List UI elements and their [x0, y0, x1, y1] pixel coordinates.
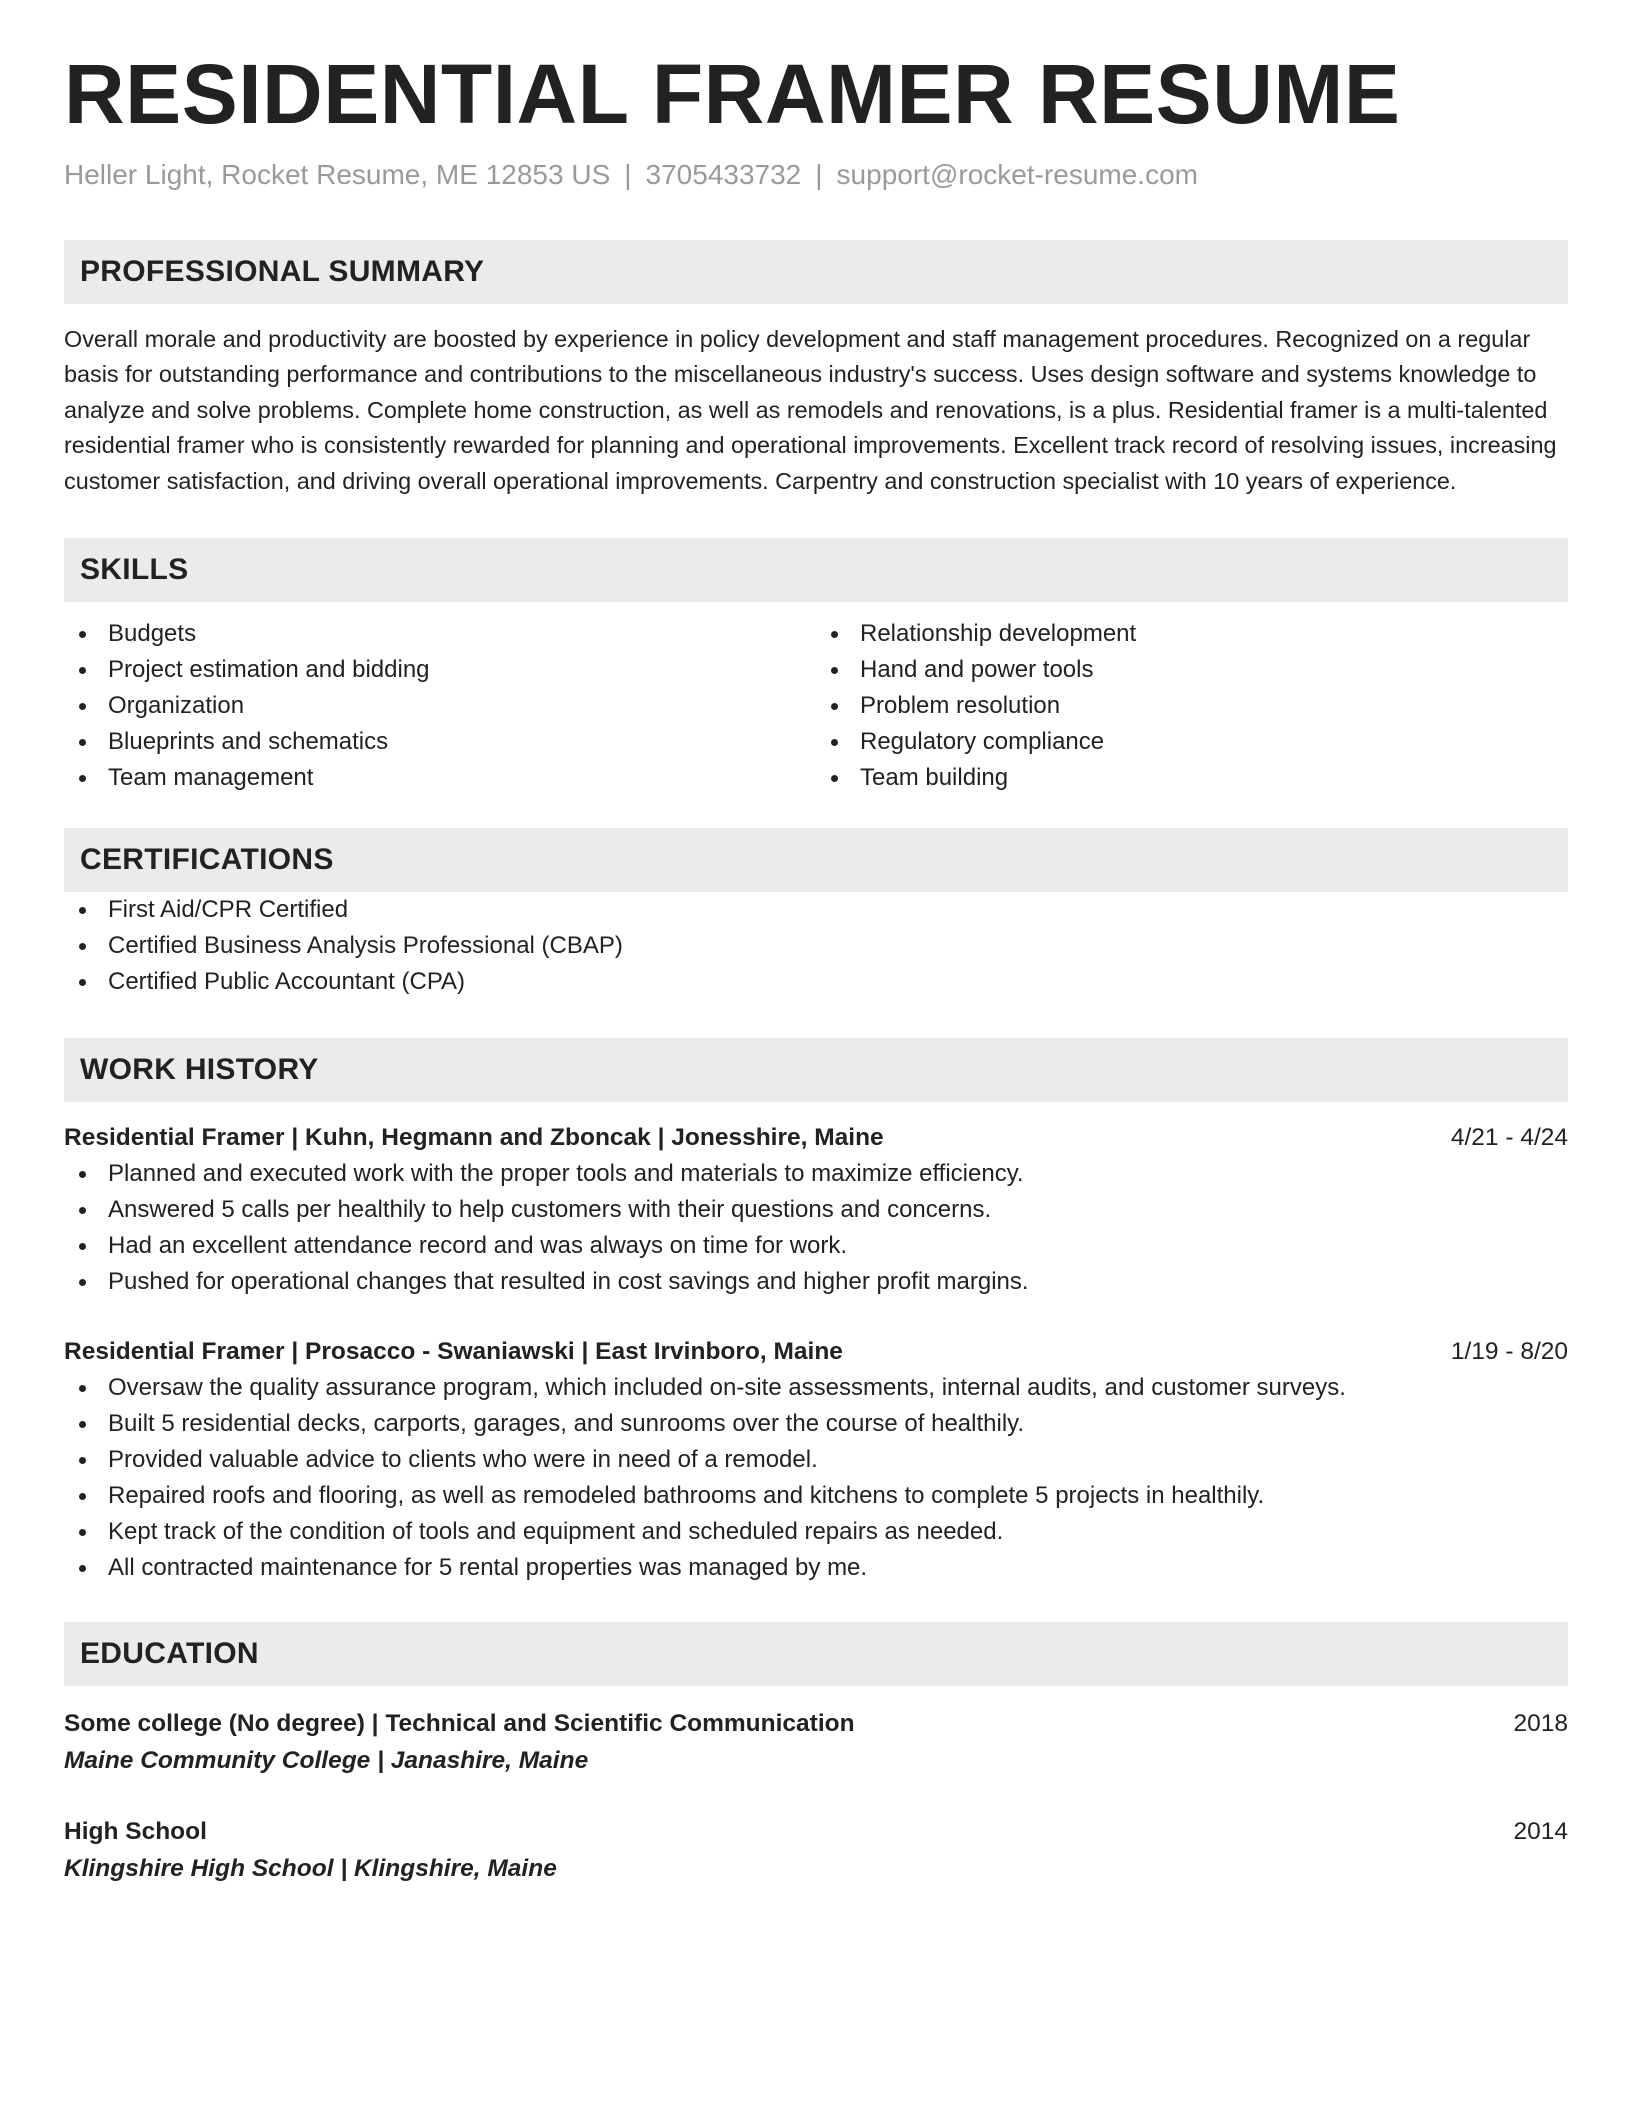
education-year: 2018 — [1513, 1709, 1568, 1737]
job-bullets — [64, 1370, 1568, 1586]
certifications-list — [64, 892, 1568, 1000]
job-dates: 1/19 - 8/20 — [1450, 1337, 1568, 1365]
list-item: Hand and power tools — [816, 652, 1568, 688]
list-item: Had an excellent attendance record and was always on time for work. — [64, 1228, 1568, 1264]
list-item: Answered 5 calls per healthily to help customers with their questions and concerns. — [64, 1192, 1568, 1228]
list-item: Oversaw the quality assurance program, which included on-site assessments, internal audits, and customer surveys. — [64, 1370, 1568, 1406]
list-item: Built 5 residential decks, carports, garages, and sunrooms over the course of healthily. — [64, 1406, 1568, 1442]
job-header — [64, 1334, 1568, 1370]
contact-address: Heller Light, Rocket Resume, ME 12853 US — [64, 159, 611, 190]
job-heading: Residential Framer | Prosacco - Swaniawski | East Irvinboro, Maine — [64, 1337, 843, 1365]
job-dates: 4/21 - 4/24 — [1450, 1123, 1568, 1151]
list-item: Kept track of the condition of tools and equipment and scheduled repairs as needed. — [64, 1514, 1568, 1550]
skills-list-left — [64, 616, 816, 796]
list-item: Blueprints and schematics — [64, 724, 816, 760]
contact-email: support@rocket-resume.com — [836, 159, 1198, 190]
list-item: Problem resolution — [816, 688, 1568, 724]
job-entry — [64, 1334, 1568, 1586]
list-item: Pushed for operational changes that resulted in cost savings and higher profit margins. — [64, 1264, 1568, 1300]
list-item: Team management — [64, 760, 816, 796]
education-heading: High School — [64, 1817, 207, 1845]
resume-title: RESIDENTIAL FRAMER RESUME — [64, 47, 1401, 141]
education-school: Klingshire High School | Klingshire, Maine — [64, 1854, 557, 1882]
job-heading: Residential Framer | Kuhn, Hegmann and Zboncak | Jonesshire, Maine — [64, 1123, 884, 1151]
list-item: Project estimation and bidding — [64, 652, 816, 688]
section-skills — [64, 538, 1568, 796]
contact-separator: | — [815, 159, 823, 190]
contact-line — [64, 158, 1568, 192]
skills-grid — [64, 616, 1568, 796]
contact-separator: | — [624, 159, 632, 190]
skills-column-left — [64, 616, 816, 796]
education-heading: Some college (No degree) | Technical and Scientific Communication — [64, 1709, 855, 1737]
contact-phone: 3705433732 — [645, 159, 802, 190]
education-entry — [64, 1706, 1568, 1780]
list-item: Regulatory compliance — [816, 724, 1568, 760]
section-heading-summary: PROFESSIONAL SUMMARY — [64, 240, 1568, 304]
section-certifications — [64, 828, 1568, 1000]
list-item: Repaired roofs and flooring, as well as remodeled bathrooms and kitchens to complete 5 projects in healthily. — [64, 1478, 1568, 1514]
education-year: 2014 — [1513, 1817, 1568, 1845]
section-heading-education: EDUCATION — [64, 1622, 1568, 1686]
list-item: Organization — [64, 688, 816, 724]
list-item: Planned and executed work with the proper tools and materials to maximize efficiency. — [64, 1156, 1568, 1192]
list-item: All contracted maintenance for 5 rental properties was managed by me. — [64, 1550, 1568, 1586]
skills-column-right — [816, 616, 1568, 796]
list-item: Provided valuable advice to clients who were in need of a remodel. — [64, 1442, 1568, 1478]
list-item: Budgets — [64, 616, 816, 652]
job-entry — [64, 1120, 1568, 1300]
section-heading-certifications: CERTIFICATIONS — [64, 828, 1568, 892]
list-item: Relationship development — [816, 616, 1568, 652]
section-education — [64, 1622, 1568, 1888]
education-header — [64, 1814, 1568, 1850]
job-bullets — [64, 1156, 1568, 1300]
list-item: Certified Public Accountant (CPA) — [64, 964, 1568, 1000]
list-item: Certified Business Analysis Professional (CBAP) — [64, 928, 1568, 964]
education-entry — [64, 1814, 1568, 1888]
list-item: Team building — [816, 760, 1568, 796]
education-school: Maine Community College | Janashire, Maine — [64, 1746, 589, 1774]
skills-list-right — [816, 616, 1568, 796]
education-header — [64, 1706, 1568, 1742]
section-summary — [64, 240, 1568, 500]
job-header — [64, 1120, 1568, 1156]
summary-text: Overall morale and productivity are boosted by experience in policy development and staff management procedures. Recognized on a regular basis for outstanding performance and contributions to the miscellaneous industry's success. Uses design software and systems knowledge to analyze and solve problems. Complete home construction, as well as remodels and renovations, is a plus. Residential framer is a multi-talented residential framer who is consistently rewarded for planning and operational improvements. Excellent track record of resolving issues, increasing customer satisfaction, and driving overall operational improvements. Carpentry and construction specialist with 10 years of experience. — [64, 325, 1557, 494]
section-heading-skills: SKILLS — [64, 538, 1568, 602]
section-work-history — [64, 1038, 1568, 1586]
list-item: First Aid/CPR Certified — [64, 892, 1568, 928]
section-heading-work-history: WORK HISTORY — [64, 1038, 1568, 1102]
